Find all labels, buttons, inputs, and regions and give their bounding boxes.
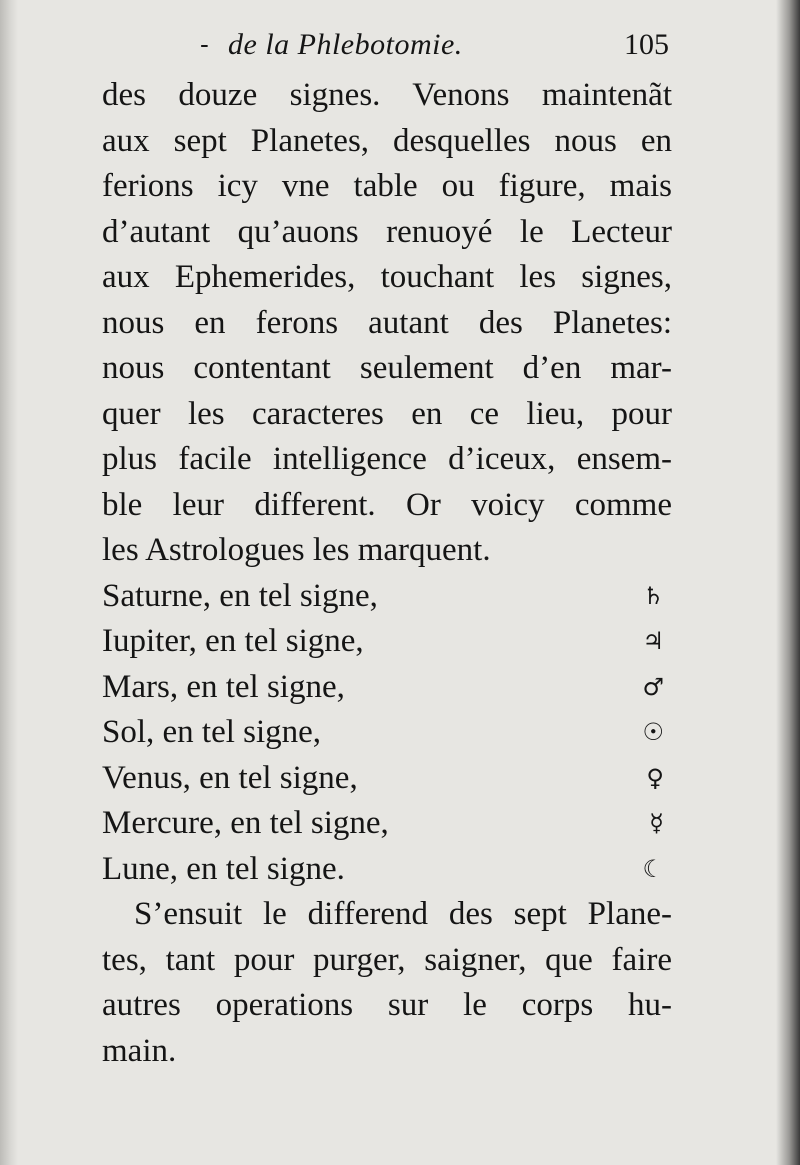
planet-row [102, 619, 672, 665]
mercury-symbol-icon: ☿ [649, 809, 664, 837]
text-line: les Astrologues les marquent. [102, 532, 491, 568]
page-header [0, 24, 800, 74]
planet-row [102, 847, 672, 893]
jupiter-symbol-icon: ♃ [642, 627, 664, 655]
planet-label: Sol, en tel signe, [102, 714, 322, 750]
mars-symbol-icon: ♂ [642, 672, 664, 701]
planet-row [102, 574, 672, 620]
text-line: aux sept Planetes, desquelles nous en [102, 122, 672, 159]
planet-row [102, 710, 672, 756]
running-head: de la Phlebotomie. [228, 28, 463, 61]
planet-label: Mars, en tel signe, [102, 668, 345, 705]
planet-label: Mercure, en tel signe, [102, 805, 389, 841]
page-gutter-left [0, 0, 18, 1165]
planet-row [102, 801, 672, 847]
saturn-symbol-icon: ♄ [642, 581, 664, 610]
text-line: S’ensuit le differend des sept Plane- [134, 896, 672, 932]
text-line: main. [102, 1032, 177, 1069]
planet-label: Saturne, en tel signe, [102, 577, 378, 614]
page-edge-right [776, 0, 800, 1165]
text-line: plus facile intelligence d’iceux, ensem- [102, 441, 672, 477]
text-line: aux Ephemerides, touchant les signes, [102, 259, 672, 295]
venus-symbol-icon: ♀ [646, 763, 664, 792]
text-line: quer les caracteres en ce lieu, pour [102, 395, 672, 432]
text-line: d’autant qu’auons renuoyé le Lecteur [102, 213, 672, 250]
text-line: nous contentant seulement d’en mar- [102, 350, 672, 386]
planet-label: Venus, en tel signe, [102, 759, 358, 796]
text-line: autres operations sur le corps hu- [102, 987, 672, 1023]
text-line: ferions icy vne table ou figure, mais [102, 168, 672, 204]
text-line: tes, tant pour purger, saigner, que faire [102, 941, 672, 978]
text-line: ble leur different. Or voicy comme [102, 486, 672, 523]
text-line: des douze signes. Venons maintenãt [102, 77, 672, 113]
planet-label: Iupiter, en tel signe, [102, 623, 364, 659]
planet-label: Lune, en tel signe. [102, 850, 345, 887]
text-line: nous en ferons autant des Planetes: [102, 304, 672, 341]
header-dash: - [200, 30, 209, 60]
main-text [102, 73, 672, 1074]
planet-row [102, 665, 672, 711]
sun-symbol-icon: ☉ [642, 718, 664, 746]
moon-symbol-icon: ☾ [642, 854, 664, 883]
planet-row [102, 756, 672, 802]
page-number: 105 [624, 28, 669, 61]
